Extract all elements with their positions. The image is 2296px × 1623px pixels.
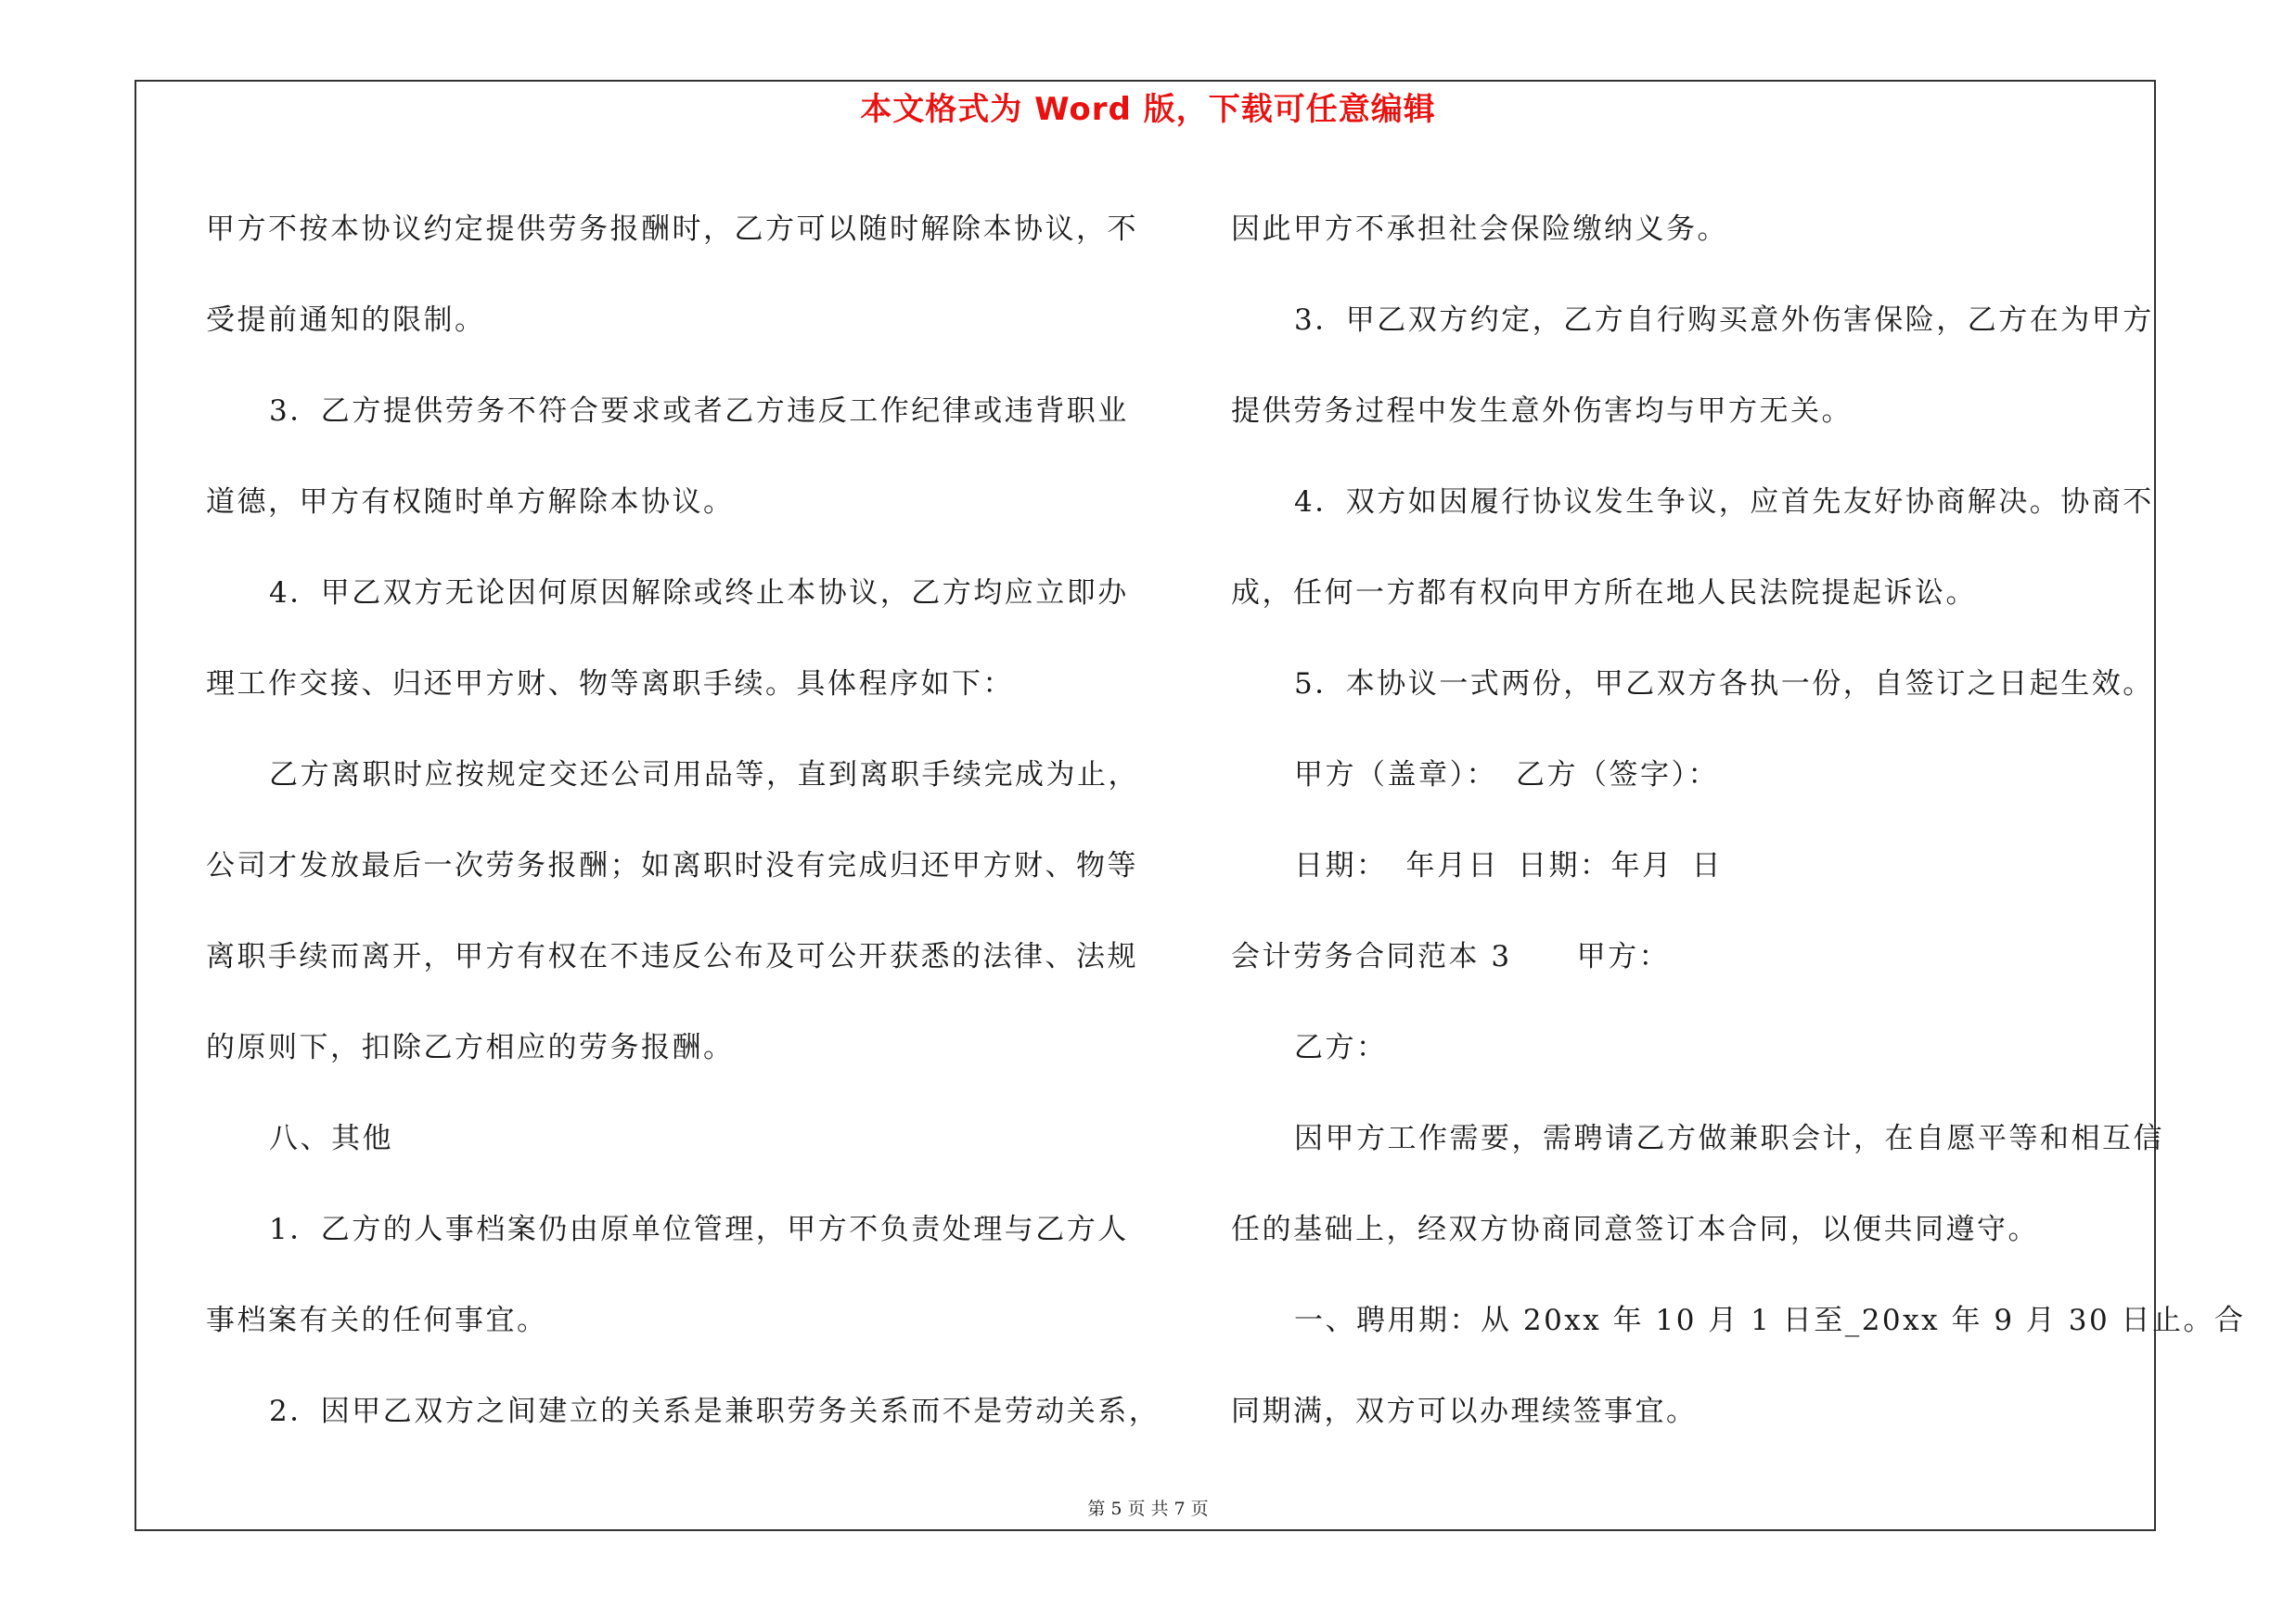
right-column — [1231, 184, 2246, 1457]
left-column — [206, 184, 1161, 1457]
date-day-b: 日 — [1691, 849, 1723, 882]
word-format-banner: 本文格式为 Word 版，下载可任意编辑 — [860, 91, 1436, 128]
paragraph-line: 受提前通知的限制。 — [206, 303, 486, 337]
paragraph-line: 任的基础上，经双方协商同意签订本合同，以便共同遵守。 — [1231, 1213, 2039, 1246]
paragraph-line: 一、聘用期：从 20xx 年 10 月 1 日至_20xx 年 9 月 30 日止。合 — [1294, 1304, 2246, 1337]
signature-line — [1231, 729, 2159, 820]
section-heading: 八、其他 — [269, 1122, 393, 1155]
paragraph-line: 成，任何一方都有权向甲方所在地人民法院提起诉讼。 — [1231, 576, 1977, 610]
date-label-a: 日期： — [1294, 849, 1388, 882]
paragraph-line: 甲方不按本协议约定提供劳务报酬时，乙方可以随时解除本协议，不 — [206, 213, 1138, 246]
paragraph-line: 道德，甲方有权随时单方解除本协议。 — [206, 485, 735, 519]
paragraph-line: 提供劳务过程中发生意外伤害均与甲方无关。 — [1231, 394, 1853, 428]
paragraph-line: 因此甲方不承担社会保险缴纳义务。 — [1231, 213, 1728, 246]
date-line — [1231, 820, 2159, 911]
paragraph-line: 3．乙方提供劳务不符合要求或者乙方违反工作纪律或违背职业 — [269, 394, 1129, 428]
paragraph-line: 3．甲乙双方约定，乙方自行购买意外伤害保险，乙方在为甲方 — [1294, 303, 2154, 337]
paragraph-line: 事档案有关的任何事宜。 — [206, 1304, 548, 1337]
paragraph-line: 1．乙方的人事档案仍由原单位管理，甲方不负责处理与乙方人 — [269, 1213, 1129, 1246]
paragraph-line: 2．因甲乙双方之间建立的关系是兼职劳务关系而不是劳动关系， — [269, 1395, 1161, 1428]
party-b-label: 乙方： — [1294, 1031, 1388, 1064]
paragraph-line: 4．甲乙双方无论因何原因解除或终止本协议，乙方均应立即办 — [269, 576, 1129, 610]
paragraph-line: 的原则下，扣除乙方相应的劳务报酬。 — [206, 1031, 735, 1064]
paragraph-line: 同期满，双方可以办理续签事宜。 — [1231, 1395, 1698, 1428]
party-a-seal-label: 甲方（盖章）： — [1294, 758, 1497, 792]
paragraph-line: 因甲方工作需要，需聘请乙方做兼职会计，在自愿平等和相互信 — [1294, 1122, 2164, 1155]
paragraph-line: 公司才发放最后一次劳务报酬；如离职时没有完成归还甲方财、物等 — [206, 849, 1138, 882]
date-value-a: 年月日 — [1405, 849, 1499, 882]
page-number-footer: 第 5 页 共 7 页 — [1087, 1499, 1209, 1519]
paragraph-line: 5．本协议一式两份，甲乙双方各执一份，自签订之日起生效。 — [1294, 667, 2154, 701]
date-label-b: 日期： — [1518, 849, 1611, 882]
party-a-label: 甲方： — [1576, 940, 1671, 973]
contract-title: 会计劳务合同范本 3 — [1231, 940, 1512, 973]
paragraph-line: 理工作交接、归还甲方财、物等离职手续。具体程序如下： — [206, 667, 1014, 701]
contract-heading-line — [1231, 911, 2159, 1002]
party-b-signature-label: 乙方（签字）： — [1516, 758, 1719, 792]
date-value-b: 年月 — [1610, 849, 1674, 882]
paragraph-line: 离职手续而离开，甲方有权在不违反公布及可公开获悉的法律、法规 — [206, 940, 1138, 973]
paragraph-line: 4．双方如因履行协议发生争议，应首先友好协商解决。协商不 — [1294, 485, 2154, 519]
paragraph-line: 乙方离职时应按规定交还公司用品等，直到离职手续完成为止， — [269, 758, 1139, 792]
